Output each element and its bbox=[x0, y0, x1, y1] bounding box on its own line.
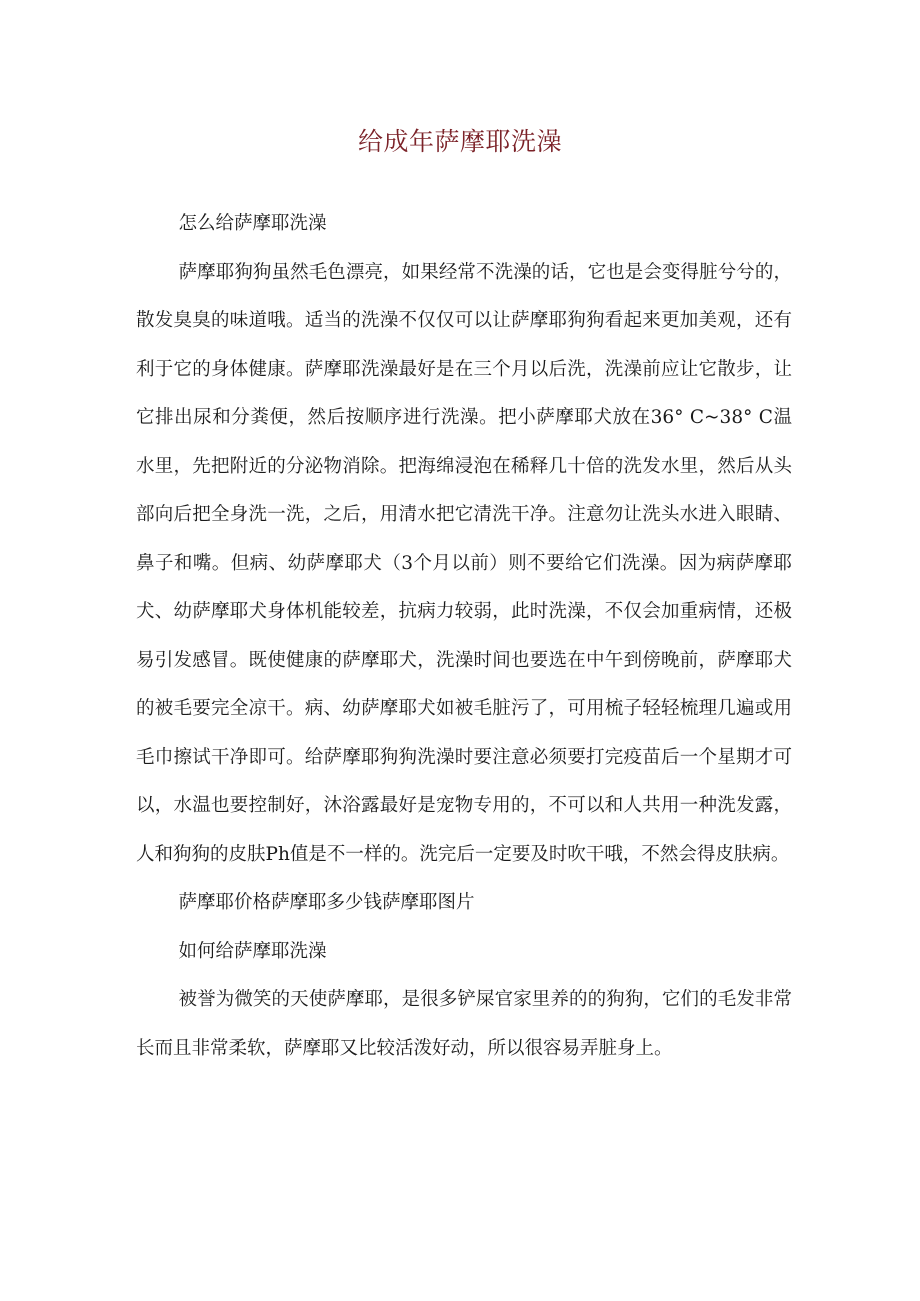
section-heading-how-to-bathe-2: 如何给萨摩耶洗澡 bbox=[178, 940, 327, 962]
paragraph-bathing-instructions: 萨摩耶狗狗虽然毛色漂亮，如果经常不洗澡的话，它也是会变得脏兮兮的，散发臭臭的味道哦。适当的洗澡不仅仅可以让萨摩耶狗狗看起来更加美观，还有利于它的身体健康。萨摩耶洗澡最好是在三个月以后洗，洗澡前应让它散步，让它排出尿和分粪便，然后按顺序进行洗澡。把小萨摩耶犬放在36° C~38° C温水里，先把附近的分泌物消除。把海绵浸泡在稀释几十倍的洗发水里，然后从头部向后把全身洗一洗，之后，用清水把它清洗干净。注意勿让洗头水进入眼睛、鼻子和嘴。但病、幼萨摩耶犬（3个月以前）则不要给它们洗澡。因为病萨摩耶犬、幼萨摩耶犬身体机能较差，抗病力较弱，此时洗澡，不仅会加重病情，还极易引发感冒。既使健康的萨摩耶犬，洗澡时间也要选在中午到傍晚前，萨摩耶犬的被毛要完全凉干。病、幼萨摩耶犬如被毛脏污了，可用梳子轻轻梳理几遍或用毛巾擦试干净即可。给萨摩耶狗狗洗澡时要注意必须要打完疫苗后一个星期才可以，水温也要控制好，沐浴露最好是宠物专用的，不可以和人共用一种洗发露，人和狗狗的皮肤Ph值是不一样的。洗完后一定要及时吹干哦，不然会得皮肤病。 bbox=[136, 261, 792, 865]
document-body bbox=[136, 200, 792, 1073]
paragraph-intro-samoyed: 被誉为微笑的天使萨摩耶，是很多铲屎官家里养的的狗狗，它们的毛发非常长而且非常柔软，萨摩耶又比较活泼好动，所以很容易弄脏身上。 bbox=[136, 989, 792, 1059]
section-heading-price: 萨摩耶价格萨摩耶多少钱萨摩耶图片 bbox=[178, 892, 475, 913]
section-heading-how-to-bathe: 怎么给萨摩耶洗澡 bbox=[178, 213, 327, 234]
document-title: 给成年萨摩耶洗澡 bbox=[357, 127, 562, 156]
